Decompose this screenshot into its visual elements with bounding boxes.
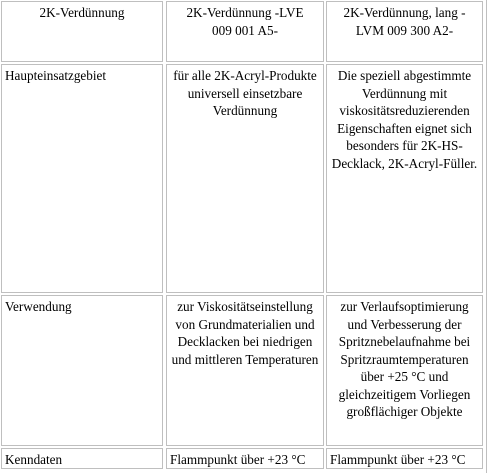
header-lvm-line1: 2K-Verdünnung, lang - — [343, 5, 466, 20]
next-column-edge — [486, 0, 487, 473]
row-label-text: Kenndaten — [5, 452, 63, 467]
row-label-verwendung — [1, 295, 163, 446]
cell-kenndaten-lve — [166, 448, 324, 469]
header-cell-product-type — [1, 1, 163, 62]
row-label-text: Haupteinsatzgebiet — [5, 68, 107, 83]
cell-haupteinsatzgebiet-lvm — [326, 64, 483, 293]
cell-text: Flammpunkt über +23 °C — [330, 452, 466, 467]
header-lvm-line2: LVM 009 300 A2- — [355, 22, 454, 38]
row-label-haupteinsatzgebiet — [1, 64, 163, 293]
cell-kenndaten-lvm — [326, 448, 483, 469]
cell-verwendung-lvm — [326, 295, 483, 446]
cell-haupteinsatzgebiet-lve — [166, 64, 324, 293]
cell-text: zur Verlaufsoptimierung und Verbesserung der Spritznebelaufnahme bei Spritzraumtemperaturen über +25 °C und gleichzeitigem Vorliegen großflächiger Objekte — [338, 299, 471, 419]
cell-verwendung-lve — [166, 295, 324, 446]
header-lve-line2: 009 001 A5- — [212, 22, 278, 38]
cell-text: Flammpunkt über +23 °C — [170, 452, 306, 467]
row-label-kenndaten — [1, 448, 163, 469]
header-lve-line1: 2K-Verdünnung -LVE — [186, 5, 304, 20]
cell-text: für alle 2K-Acryl-Produkte universell einsetzbare Verdünnung — [173, 68, 317, 118]
header-cell-lvm — [326, 1, 483, 62]
cell-text: Die speziell abgestimmte Verdünnung mit viskositätsreduzierenden Eigenschaften eignet sich besonders für 2K-HS-Decklack, 2K-Acryl-Füller. — [331, 68, 478, 171]
row-label-text: Verwendung — [5, 299, 72, 314]
cell-text: zur Viskositätseinstellung von Grundmaterialien und Decklacken bei niedrigen und mittleren Temperaturen — [171, 299, 319, 367]
header-cell-lve — [166, 1, 324, 62]
header-label-product-type: 2K-Verdünnung — [39, 5, 125, 20]
